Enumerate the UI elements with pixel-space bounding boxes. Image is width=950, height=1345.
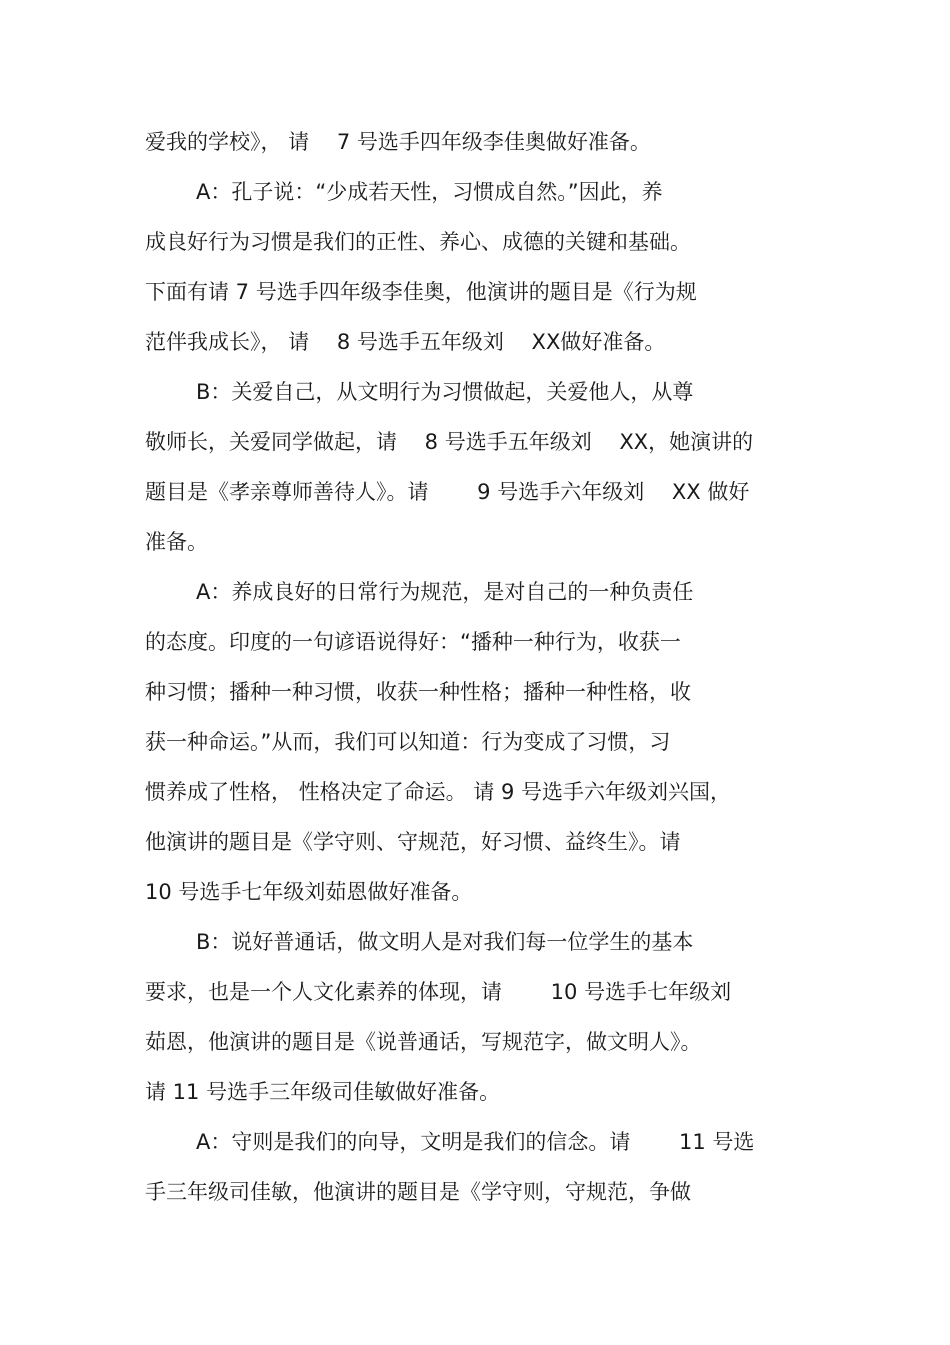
text-line: 请 11 号选手三年级司佳敏做好准备。 [145, 1080, 501, 1104]
text-line: 成良好行为习惯是我们的正性、养心、成德的关键和基础。 [145, 230, 691, 254]
text-line: 茹恩，他演讲的题目是《说普通话，写规范字，做文明人》。 [145, 1030, 702, 1054]
text-line: 下面有请 7 号选手四年级李佳奥，他演讲的题目是《行为规 [145, 280, 697, 304]
paragraph-first-line: A：养成良好的日常行为规范，是对自己的一种负责任 [196, 580, 694, 604]
paragraph-first-line: A：守则是我们的向导，文明是我们的信念。请 11 号选 [196, 1130, 755, 1154]
paragraph-first-line: B：说好普通话，做文明人是对我们每一位学生的基本 [196, 930, 694, 954]
paragraph-first-line: B：关爱自己，从文明行为习惯做起，关爱他人，从尊 [196, 380, 694, 404]
text-line: 种习惯；播种一种习惯，收获一种性格；播种一种性格，收 [145, 680, 691, 704]
text-line: 爱我的学校》， 请 7 号选手四年级李佳奥做好准备。 [145, 130, 651, 154]
text-line: 准备。 [145, 530, 208, 554]
text-line: 敬师长，关爱同学做起，请 8 号选手五年级刘 XX，她演讲的 [145, 430, 754, 454]
text-line: 手三年级司佳敏，他演讲的题目是《学守则，守规范，争做 [145, 1180, 691, 1204]
text-line: 获一种命运。”从而，我们可以知道：行为变成了习惯，习 [145, 730, 671, 754]
text-line: 10 号选手七年级刘茹恩做好准备。 [145, 880, 473, 904]
text-line: 要求，也是一个人文化素养的体现，请 10 号选手七年级刘 [145, 980, 732, 1004]
text-line: 范伴我成长》， 请 8 号选手五年级刘 XX做好准备。 [145, 330, 666, 354]
text-line: 题目是《孝亲尊师善待人》。请 9 号选手六年级刘 XX 做好 [145, 480, 750, 504]
paragraph-first-line: A：孔子说：“少成若天性，习惯成自然。”因此，养 [196, 180, 663, 204]
text-line: 惯养成了性格， 性格决定了命运。 请 9 号选手六年级刘兴国， [145, 780, 732, 804]
text-line: 他演讲的题目是《学守则、守规范，好习惯、益终生》。请 [145, 830, 681, 854]
text-line: 的态度。印度的一句谚语说得好：“播种一种行为，收获一 [145, 630, 681, 654]
